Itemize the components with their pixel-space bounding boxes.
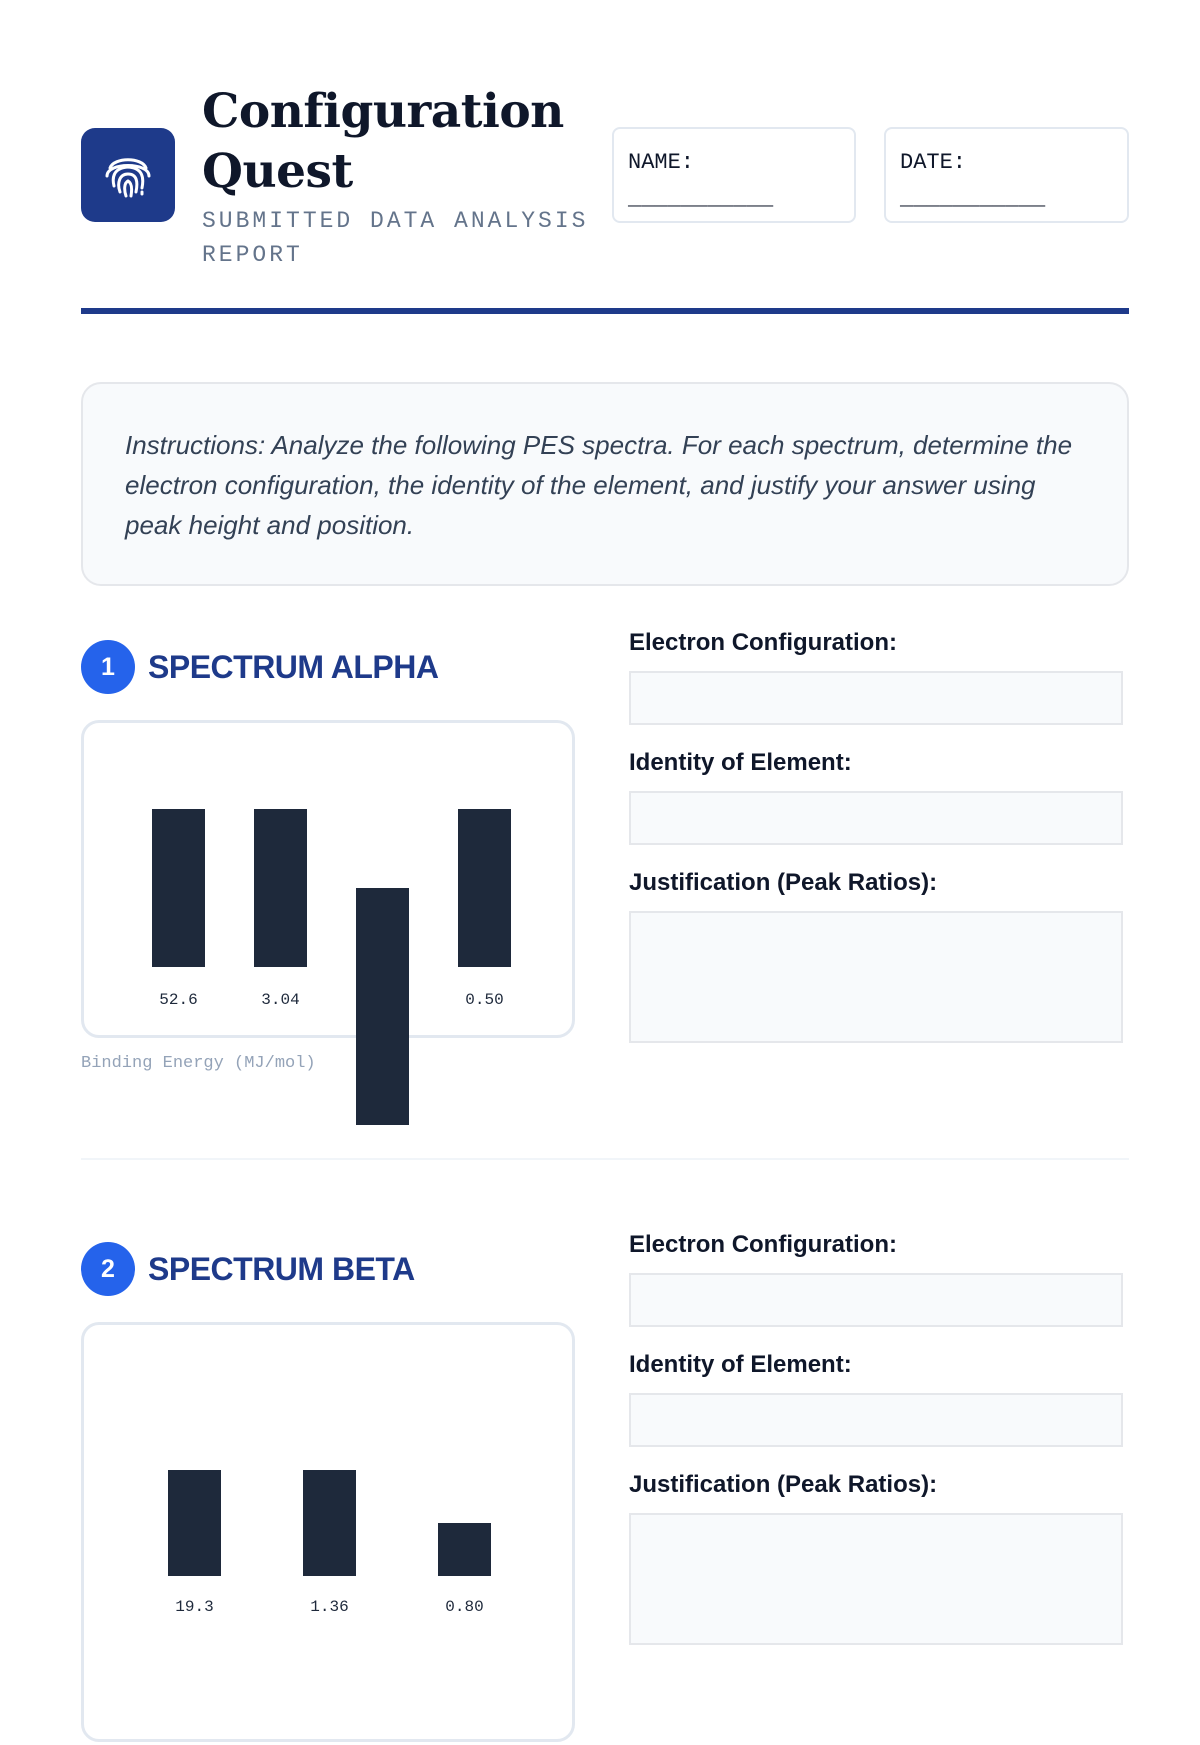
peak-energy-label: 52.6 — [159, 991, 198, 1009]
header-divider — [81, 308, 1129, 314]
pes-peak-bar — [356, 888, 409, 1125]
pes-peak-bar — [438, 1523, 491, 1576]
pes-peak-bar — [168, 1470, 221, 1576]
header — [81, 80, 1129, 318]
section-number-badge: 1 — [81, 640, 135, 694]
justification-textarea[interactable] — [629, 911, 1123, 1043]
justification-textarea[interactable] — [629, 1513, 1123, 1645]
identity-label: Identity of Element: — [629, 1351, 852, 1378]
spectrum-chart-card — [81, 1322, 575, 1742]
date-field[interactable]: DATE: ___________ — [884, 127, 1129, 223]
section-divider — [81, 1158, 1129, 1160]
section-title: SPECTRUM BETA — [148, 1251, 415, 1287]
pes-peak-bar — [458, 809, 511, 967]
pes-peak-bar — [254, 809, 307, 967]
peak-energy-label: 19.3 — [175, 1598, 214, 1616]
element-identity-input[interactable] — [629, 1393, 1123, 1447]
electron-config-input[interactable] — [629, 1273, 1123, 1327]
chart-axis-label: Binding Energy (MJ/mol) — [81, 1054, 316, 1073]
peak-energy-label: 0.50 — [465, 991, 504, 1009]
config-label: Electron Configuration: — [629, 629, 897, 656]
pes-peak-bar — [152, 809, 205, 967]
electron-config-input[interactable] — [629, 671, 1123, 725]
config-label: Electron Configuration: — [629, 1231, 897, 1258]
instructions-box: Instructions: Analyze the following PES spectra. For each spectrum, determine the electron configuration, the identity of the element, and justify your answer using peak height and position. — [81, 382, 1129, 586]
justification-label: Justification (Peak Ratios): — [629, 1471, 938, 1498]
logo — [81, 128, 175, 222]
page-subtitle: SUBMITTED DATA ANALYSIS REPORT — [202, 208, 589, 268]
peak-energy-label: 3.04 — [261, 991, 300, 1009]
spectrum-alpha-chart — [84, 723, 578, 1041]
pes-peak-bar — [303, 1470, 356, 1576]
spectrum-chart-card — [81, 720, 575, 1038]
justification-label: Justification (Peak Ratios): — [629, 869, 938, 896]
page-title: Configuration Quest — [202, 84, 564, 199]
peak-energy-label: 1.36 — [310, 1598, 349, 1616]
element-identity-input[interactable] — [629, 791, 1123, 845]
identity-label: Identity of Element: — [629, 749, 852, 776]
section-number-badge: 2 — [81, 1242, 135, 1296]
spectrum-beta-chart — [84, 1325, 578, 1745]
peak-energy-label: 0.80 — [445, 1598, 484, 1616]
section-title: SPECTRUM ALPHA — [148, 649, 439, 685]
name-field[interactable]: NAME: ___________ — [612, 127, 856, 223]
